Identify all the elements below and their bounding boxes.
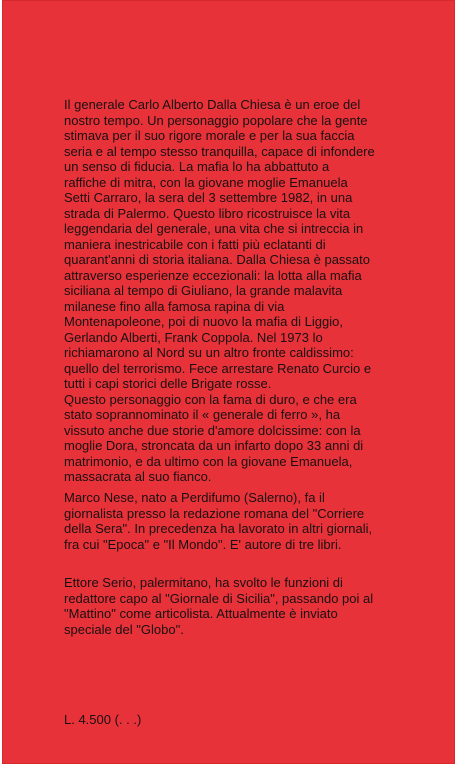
description-line: stato soprannominato il « generale di ferro », ha (64, 407, 341, 422)
description-line: Setti Carraro, la sera del 3 settembre 1982, in una (64, 190, 353, 205)
description-line: matrimonio, e da ultimo con la giovane Emanuela, (64, 453, 353, 469)
description-line: Gerlando Alberti, Frank Coppola. Nel 1973 lo (64, 329, 323, 345)
description-line: massacrata al suo fianco. (64, 469, 212, 484)
description-line: raffiche di mitra, con la giovane moglie Emanuela (64, 174, 348, 190)
description-line: quello del terrorismo. Fece arrestare Renato Curcio e (64, 360, 372, 376)
nese-bio-line: Marco Nese, nato a Perdifumo (Salerno), fa il (64, 490, 325, 505)
book-description (64, 97, 440, 485)
description-line: milanese fino alla famosa rapina di via (64, 298, 285, 314)
description-line: moglie Dora, stroncata da un infarto dopo 33 anni di (64, 438, 364, 453)
description-line: seria e al tempo stesso tranquilla, capace di infondere (64, 143, 375, 159)
author-bio-marco-nese (64, 490, 440, 552)
description-line: un senso di fiducia. La mafia lo ha abbattuto a (64, 159, 330, 174)
back-cover (2, 0, 455, 764)
description-line: strada di Palermo. Questo libro ricostruisce la vita (64, 205, 351, 221)
author-bio-ettore-serio (64, 575, 440, 637)
description-line: attraverso esperienze eccezionali: la lotta alla mafia (64, 267, 362, 283)
description-line: vissuto anche due storie d'amore dolcissime: con la (64, 422, 361, 438)
description-line: stimava per il suo rigore morale e per la sua faccia (64, 128, 355, 143)
nese-bio-line: della Sera". In precedenza ha lavorato in altri giornali, (64, 521, 373, 536)
serio-bio-line: Ettore Serio, palermitano, ha svolto le funzioni di (64, 575, 343, 590)
price-label: L. 4.500 (. . .) (64, 712, 142, 727)
description-line: quarant'anni di storia italiana. Dalla Chiesa è passato (64, 252, 371, 267)
description-line: Questo personaggio con la fama di duro, e che era (64, 391, 357, 407)
serio-bio-line: "Mattino" come articolista. Attualmente è inviato (64, 606, 338, 621)
description-line: Montenapoleone, poi di nuovo la mafia di Liggio, (64, 314, 343, 329)
serio-bio-line: speciale del "Globo". (64, 621, 184, 637)
serio-bio-line: redattore capo al "Giornale di Sicilia", passando poi al (64, 590, 374, 606)
description-line: richiamarono al Nord su un altro fronte caldissimo: (64, 345, 354, 360)
description-line: leggendaria del generale, una vita che si intreccia in (64, 221, 364, 236)
description-line: tutti i capi storici delle Brigate rosse. (64, 376, 272, 391)
description-line: maniera inestricabile con i fatti più eclatanti di (64, 236, 326, 252)
description-line: nostro tempo. Un personaggio popolare che la gente (64, 112, 368, 128)
nese-bio-line: giornalista presso la redazione romana del "Corriere (64, 505, 365, 521)
description-line: siciliana al tempo di Giuliano, la grande malavita (64, 283, 343, 298)
nese-bio-line: fra cui "Epoca" e "Il Mondo". E' autore di tre libri. (64, 536, 342, 552)
description-line: Il generale Carlo Alberto Dalla Chiesa è un eroe del (64, 97, 361, 112)
